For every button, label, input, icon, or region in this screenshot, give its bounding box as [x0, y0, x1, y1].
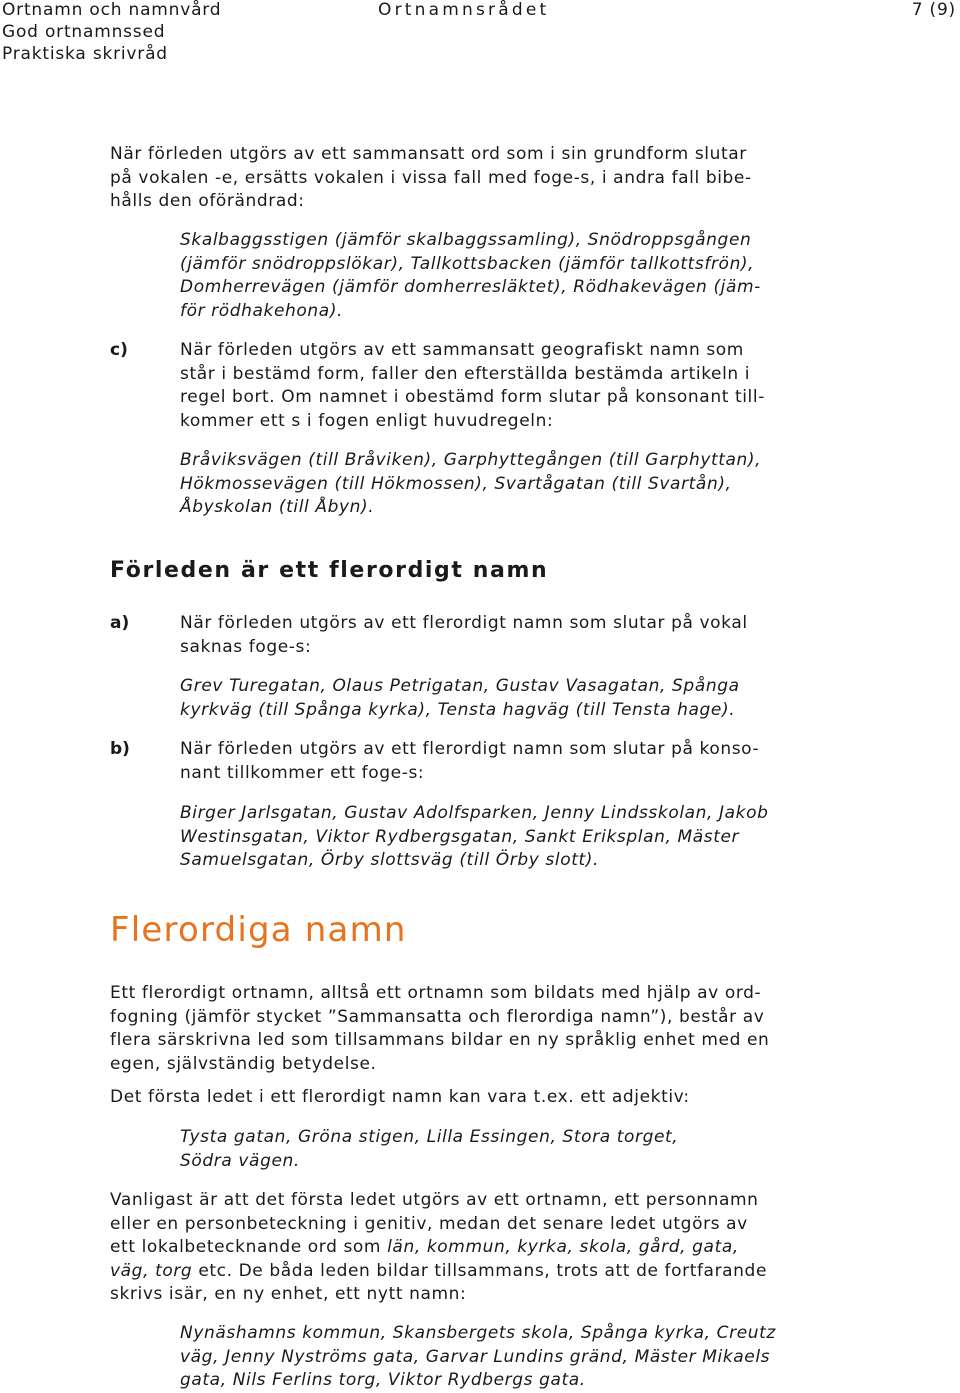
text-line: När förleden utgörs av ett sammansatt ord som i sin grundform slutar [110, 144, 747, 164]
text-run: etc. De båda leden bildar tillsammans, trots att de fortfarande [192, 1260, 768, 1281]
page-number: 7 (9) [911, 0, 956, 20]
header-doc-subtitle: God ortnamnssed [2, 22, 166, 42]
example-line: Samuelsgatan, Örby slottsväg (till Örby slott). [180, 850, 599, 870]
header-left [2, 0, 221, 65]
example-line: Åbyskolan (till Åbyn). [180, 497, 375, 517]
text-line [110, 1236, 830, 1260]
section-heading: Förleden är ett flerordigt namn [110, 558, 549, 583]
examples-block [180, 1126, 840, 1173]
example-line: Bråviksvägen (till Bråviken), Garphyttegången (till Garphyttan), [180, 450, 762, 470]
text-line: står i bestämd form, faller den efterställda bestämda artikeln i [180, 363, 751, 384]
text-line: När förleden utgörs av ett flerordigt namn som slutar på konso- [180, 739, 760, 759]
item-c-text [180, 339, 840, 433]
text-line: När förleden utgörs av ett sammansatt geografiskt namn som [180, 340, 744, 360]
example-line: Domherrevägen (jämför domherresläktet), Rödhakevägen (jäm- [180, 277, 761, 297]
item-a-text [180, 612, 840, 659]
example-line: Södra vägen. [180, 1150, 300, 1171]
list-label-c: c) [110, 340, 128, 360]
item-b-examples [180, 802, 840, 873]
example-line: väg, Jenny Nyströms gata, Garvar Lundins gränd, Mäster Mikaels [180, 1346, 771, 1367]
example-line: kyrkväg (till Spånga kyrka), Tensta hagväg (till Tensta hage). [180, 699, 736, 720]
text-run-italic: län, kommun, kyrka, skola, gård, gata, [387, 1237, 739, 1257]
example-line: Grev Turegatan, Olaus Petrigatan, Gustav Vasagatan, Spånga [180, 676, 740, 696]
text-line: Ett flerordigt ortnamn, alltså ett ortnamn som bildats med hjälp av ord- [110, 983, 762, 1003]
header-doc-title: Ortnamn och namnvård [2, 0, 222, 20]
text-line: Vanligast är att det första ledet utgörs av ett ortnamn, ett personnamn [110, 1190, 759, 1210]
header-organization: Ortnamnsrådet [378, 0, 550, 20]
example-line: (jämför snödroppslökar), Tallkottsbacken (jämför tallkottsfrön), [180, 253, 755, 274]
example-line: Hökmossevägen (till Hökmossen), Svartågatan (till Svartån), [180, 473, 732, 494]
text-line [110, 1260, 830, 1284]
examples-block [180, 229, 840, 323]
examples-block [180, 1322, 840, 1393]
list-label-b: b) [110, 739, 130, 759]
item-a-examples [180, 675, 840, 722]
text-run-italic: väg, torg [110, 1260, 193, 1281]
example-line: för rödhakehona). [180, 300, 344, 321]
text-line: flera särskrivna led som tillsammans bildar en ny språklig enhet med en [110, 1030, 770, 1050]
example-line: Westinsgatan, Viktor Rydbergsgatan, Sankt Eriksplan, Mäster [180, 826, 740, 847]
item-b-text [180, 738, 840, 785]
text-line: saknas foge-s: [180, 636, 312, 657]
chapter-heading: Flerordiga namn [110, 910, 407, 950]
text-run: ett lokalbetecknande ord som [110, 1237, 388, 1257]
header-doc-section: Praktiska skrivråd [2, 44, 168, 64]
text-line: egen, självständig betydelse. [110, 1053, 377, 1074]
paragraph [110, 982, 830, 1076]
item-c-examples [180, 449, 840, 520]
example-line: Birger Jarlsgatan, Gustav Adolfsparken, Jenny Lindsskolan, Jakob [180, 803, 769, 823]
paragraph [110, 1189, 830, 1307]
intro-paragraph [110, 143, 830, 214]
text-line: regel bort. Om namnet i obestämd form slutar på konsonant till- [180, 387, 765, 407]
text-line: När förleden utgörs av ett flerordigt namn som slutar på vokal [180, 613, 748, 633]
example-line: Tysta gatan, Gröna stigen, Lilla Essingen, Stora torget, [180, 1127, 679, 1147]
text-line: på vokalen -e, ersätts vokalen i vissa fall med foge-s, i andra fall bibe- [110, 167, 752, 188]
paragraph [110, 1086, 830, 1110]
example-line: Skalbaggsstigen (jämför skalbaggssamling), Snödroppsgången [180, 230, 752, 250]
text-line: kommer ett s i fogen enligt huvudregeln: [180, 410, 554, 431]
text-line: nant tillkommer ett foge-s: [180, 762, 425, 783]
list-label-a: a) [110, 613, 130, 633]
text-line: fogning (jämför stycket ”Sammansatta och flerordiga namn”), består av [110, 1006, 765, 1027]
text-line: Det första ledet i ett flerordigt namn kan vara t.ex. ett adjektiv: [110, 1087, 690, 1107]
text-line: eller en personbeteckning i genitiv, medan det senare ledet utgörs av [110, 1213, 748, 1234]
text-line: hålls den oförändrad: [110, 191, 305, 211]
example-line: gata, Nils Ferlins torg, Viktor Rydbergs gata. [180, 1370, 586, 1390]
example-line: Nynäshamns kommun, Skansbergets skola, Spånga kyrka, Creutz [180, 1323, 776, 1343]
text-line: skrivs isär, en ny enhet, ett nytt namn: [110, 1284, 467, 1304]
